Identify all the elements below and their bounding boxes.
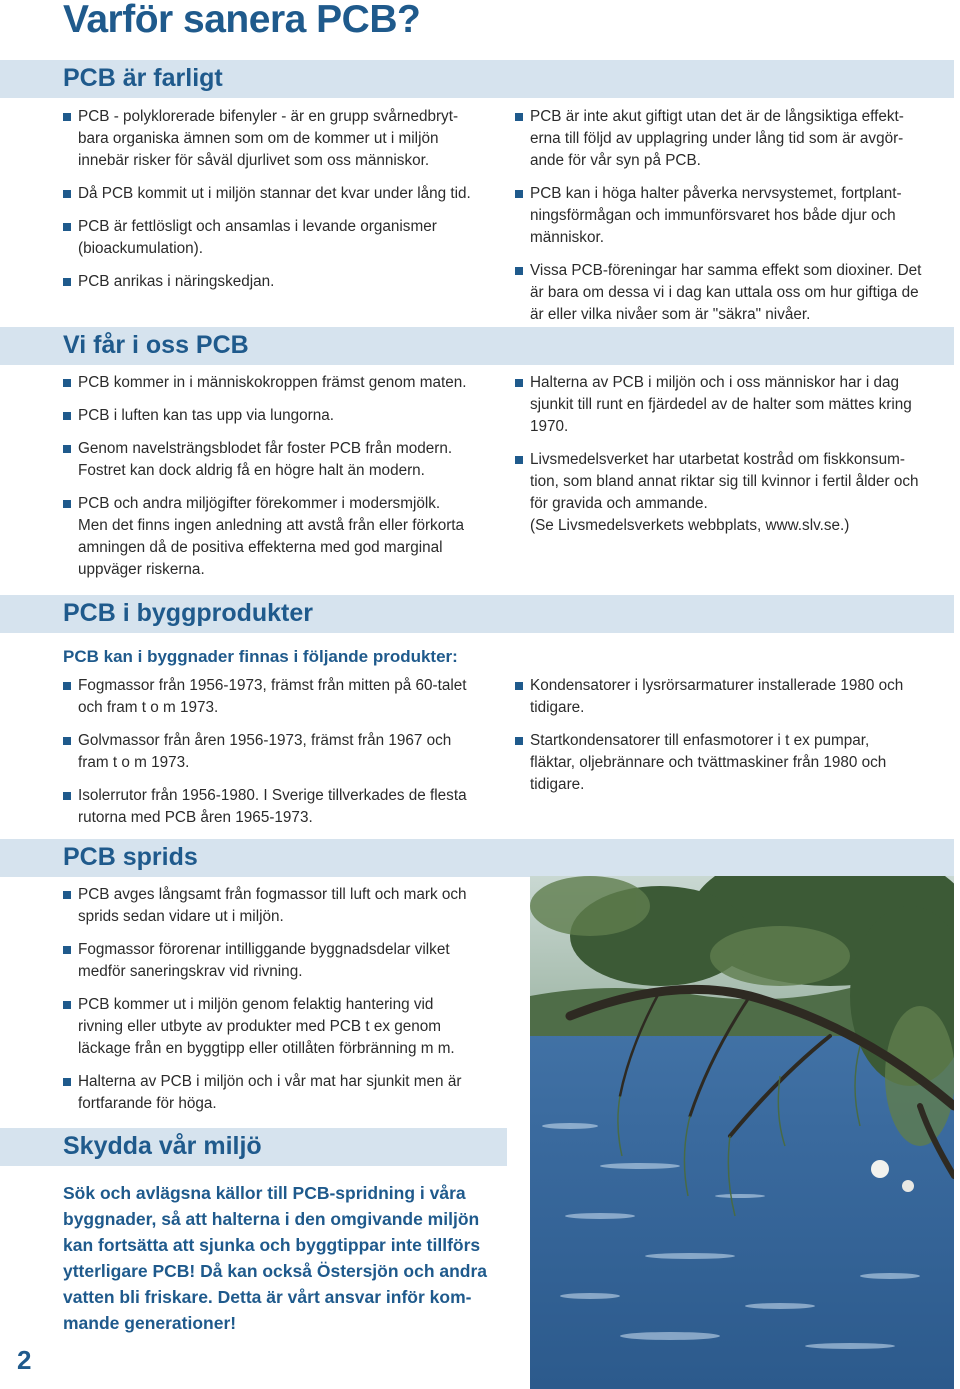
list-item: Fogmassor från 1956-1973, främst från mitten på 60-talet och fram t o m 1973. — [63, 675, 513, 719]
bygg-list-left — [63, 675, 513, 840]
list-item: Isolerrutor från 1956-1980. I Sverige tillverkades de flesta rutorna med PCB åren 1965-1973. — [63, 785, 513, 829]
list-item: Halterna av PCB i miljön och i vår mat har sjunkit men är fortfarande för höga. — [63, 1071, 513, 1115]
list-item: PCB kommer in i människokroppen främst genom maten. — [63, 372, 513, 394]
list-item: PCB i luften kan tas upp via lungorna. — [63, 405, 513, 427]
list-item: Då PCB kommit ut i miljön stannar det kvar under lång tid. — [63, 183, 513, 205]
list-item: PCB kommer ut i miljön genom felaktig hantering vid rivning eller utbyte av produkter med PCB t ex genom läckage från en byggtipp eller otillåten förbränning m m. — [63, 994, 513, 1060]
farligt-list-left — [63, 106, 513, 304]
closing-statement: Sök och avlägsna källor till PCB-spridning i våra byggnader, så att halterna i den omgivande miljön kan fortsätta att sjunka och byggtippar inte tillförs ytterligare PCB! Då kan också Östersjön och andra vatten bli friskare. Detta är vårt ansvar inför kom- mande generationer! — [63, 1183, 488, 1333]
sprids-list — [63, 884, 513, 1126]
list-item: Fogmassor förorenar intilliggande byggnadsdelar vilket medför saneringskrav vid rivning. — [63, 939, 513, 983]
section-heading-bygg: PCB i byggprodukter — [63, 599, 314, 627]
section-band-i-oss — [0, 327, 954, 365]
lake-tree-photo — [530, 876, 954, 1389]
section-band-bygg — [0, 595, 954, 633]
list-item: PCB är inte akut giftigt utan det är de långsiktiga effekt- erna till följd av upplagring under lång tid som är avgör- ande för vår syn på PCB. — [515, 106, 960, 172]
list-item: Vissa PCB-föreningar har samma effekt som dioxiner. Det är bara om dessa vi i dag kan uttala oss om hur giftiga de är eller vilka nivåer som är "säkra" nivåer. — [515, 260, 960, 326]
i-oss-list-left — [63, 372, 513, 592]
page-title: Varför sanera PCB? — [63, 0, 421, 41]
section-heading-farligt: PCB är farligt — [63, 64, 223, 92]
list-item: Livsmedelsverket har utarbetat kostråd om fiskkonsum- tion, som bland annat riktar sig till kvinnor i fertil ålder och för gravida och ammande. (Se Livsmedelsverkets webbplats, www.slv.se.) — [515, 449, 960, 537]
list-item: PCB och andra miljögifter förekommer i modersmjölk. Men det finns ingen anledning att avstå från eller förkorta amningen då de positiva effekterna med god marginal uppväger riskerna. — [63, 493, 513, 581]
section-band-sprids — [0, 839, 954, 877]
section-heading-skydda: Skydda vår miljö — [63, 1132, 262, 1160]
i-oss-list-right — [515, 372, 960, 548]
section-band-skydda — [0, 1128, 507, 1166]
list-item: PCB avges långsamt från fogmassor till luft och mark och sprids sedan vidare ut i miljön. — [63, 884, 513, 928]
list-item: Startkondensatorer till enfasmotorer i t ex pumpar, fläktar, oljebrännare och tvättmaskiner från 1980 och tidigare. — [515, 730, 960, 796]
bygg-subheading: PCB kan i byggnader finnas i följande produkter: — [63, 647, 458, 666]
list-item: Halterna av PCB i miljön och i oss människor har i dag sjunkit till runt en fjärdedel av de halter som mättes kring 1970. — [515, 372, 960, 438]
page-number: 2 — [17, 1345, 32, 1375]
section-heading-sprids: PCB sprids — [63, 843, 198, 871]
section-band-farligt — [0, 60, 954, 98]
list-item: Golvmassor från åren 1956-1973, främst från 1967 och fram t o m 1973. — [63, 730, 513, 774]
list-item: PCB - polyklorerade bifenyler - är en grupp svårnedbryt- bara organiska ämnen som om de kommer ut i miljön innebär risker för såväl djurlivet som oss människor. — [63, 106, 513, 172]
list-item: Kondensatorer i lysrörsarmaturer installerade 1980 och tidigare. — [515, 675, 960, 719]
section-heading-i-oss: Vi får i oss PCB — [63, 331, 249, 359]
list-item: PCB är fettlösligt och ansamlas i levande organismer (bioackumulation). — [63, 216, 513, 260]
list-item: Genom navelsträngsblodet får foster PCB från modern. Fostret kan dock aldrig få en högre halt än modern. — [63, 438, 513, 482]
list-item: PCB kan i höga halter påverka nervsystemet, fortplant- ningsförmågan och immunförsvaret hos både djur och människor. — [515, 183, 960, 249]
bygg-list-right — [515, 675, 960, 807]
farligt-list-right — [515, 106, 960, 337]
list-item: PCB anrikas i näringskedjan. — [63, 271, 513, 293]
